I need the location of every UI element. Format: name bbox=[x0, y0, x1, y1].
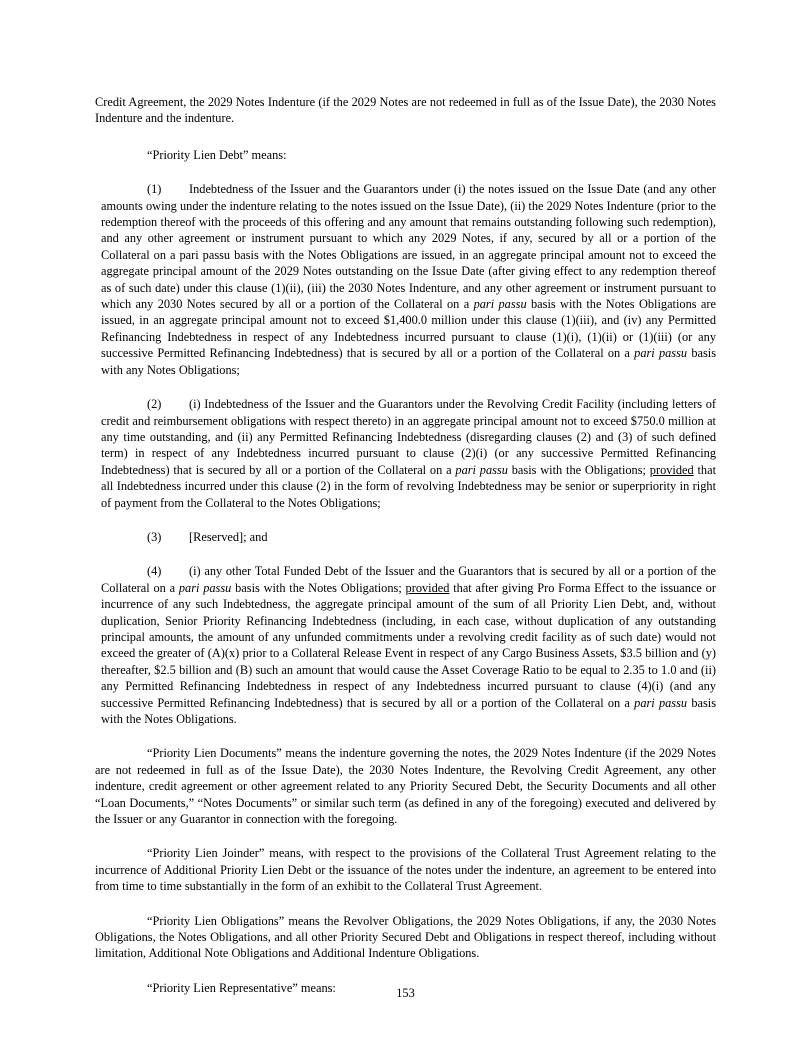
clause-text: basis with the Notes Obligations are issued, in an aggregate principal amount not to exceed $1,400.0 million under this clause (1)(iii), and (iv) any Permitted Refinancing Indebtedness in respect of any Indebtedness incurred pursuant to clause (1)(i), (1)(ii) or (1)(iii) (or any successive Permitted Refinancing Indebtedness) that is secured by all or a portion of the Collateral on a bbox=[101, 297, 716, 361]
clause-text: [Reserved]; and bbox=[189, 529, 268, 544]
paragraph-text: Credit Agreement, the 2029 Notes Indenture (if the 2029 Notes are not redeemed in full as of the Issue Date), the 2030 Notes Indenture and the indenture. bbox=[95, 95, 716, 126]
underlined-term: provided bbox=[649, 462, 694, 477]
clause-number: (4) bbox=[147, 564, 162, 579]
clause-number: (3) bbox=[147, 529, 162, 544]
priority-lien-documents-definition bbox=[95, 745, 716, 827]
definition-heading: “Priority Lien Debt” means: bbox=[147, 147, 287, 162]
paragraph-text: “Priority Lien Documents” means the indenture governing the notes, the 2029 Notes Indenture (if the 2029 Notes are not redeemed in full as of the Issue Date), the 2030 Notes Indenture, the Revolving Credit Agreement, any other indenture, credit agreement or other agreement related to any Priority Secured Debt, the Security Documents and all other “Loan Documents,” “Notes Documents” or similar such term (as defined in any of the foregoing) executed and delivered by the Issuer or any Guarantor in connection with the foregoing. bbox=[95, 746, 716, 827]
clause-text: that after giving Pro Forma Effect to the issuance or incurrence of any such Indebtedness, the aggregate principal amount of the sum of all Priority Lien Debt, and, without duplication, Senior Priority Refinancing Indebtedness (including, in each case, without duplication of any outstanding principal amounts, the amount of any unfunded commitments under a revolving credit facility as of such date) would not exceed the greater of (A)(x) prior to a Collateral Release Event in respect of any Cargo Business Assets, $3.5 billion and (y) thereafter, $2.5 billion and (B) such an amount that would cause the Asset Coverage Ratio to be equal to 2.35 to 1.0 and (ii) any Permitted Refinancing Indebtedness in respect of any Indebtedness incurred pursuant to clause (4)(i) (and any successive Permitted Refinancing Indebtedness) that is secured by all or a portion of the Collateral on a bbox=[101, 580, 716, 710]
continued-paragraph bbox=[95, 94, 716, 127]
underlined-term: provided bbox=[405, 580, 450, 595]
clause-text: (i) Indebtedness of the Issuer and the Guarantors under the Revolving Credit Facility (including letters of credit and reimbursement obligations with respect thereto) in an aggregate principal amount not to exceed $750.0 million at any time outstanding, and (ii) any Permitted Refinancing Indebtedness (disregarding clauses (2) and (3) of such defined term) in respect of any Indebtedness incurred pursuant to clause (2)(i) (or any successive Permitted Refinancing Indebtedness) that is secured by all or a portion of the Collateral on a bbox=[101, 397, 716, 477]
clause-text: basis with the Notes Obligations. bbox=[101, 695, 716, 726]
clause-2 bbox=[95, 396, 716, 511]
priority-lien-obligations-definition bbox=[95, 913, 716, 962]
clause-1 bbox=[95, 181, 716, 378]
clause-text: basis with the Notes Obligations; bbox=[235, 580, 402, 595]
paragraph-text: “Priority Lien Obligations” means the Revolver Obligations, the 2029 Notes Obligations, if any, the 2030 Notes Obligations, the Notes Obligations, and all other Priority Secured Debt and Obligations in respect thereof, including without limitation, Additional Note Obligations and Additional Indenture Obligations. bbox=[95, 913, 716, 961]
clause-text: Indebtedness of the Issuer and the Guarantors under (i) the notes issued on the Issue Date (and any other amounts owing under the indenture relating to the notes issued on the Issue Date), (ii) the 2029 Notes Indenture (prior to the redemption thereof with the proceeds of this offering and any amount that remains outstanding following such redemption), and any other agreement or instrument pursuant to which any 2029 Notes, if any, secured by all or a portion of the Collateral on a pari passu basis with the Notes Obligations are issued, in an aggregate principal amount not to exceed the aggregate principal amount of the 2029 Notes outstanding on the Issue Date (after giving effect to any redemption thereof as of such date) under this clause (1)(ii), (iii) the 2030 Notes Indenture, and any other agreement or instrument pursuant to which any 2030 Notes secured by all or a portion of the Collateral on a bbox=[101, 182, 716, 312]
italic-term: pari passu bbox=[455, 462, 508, 477]
clause-number: (2) bbox=[147, 397, 162, 412]
italic-term: pari passu bbox=[473, 297, 527, 312]
definition-heading: “Priority Lien Representative” means: bbox=[147, 980, 336, 995]
paragraph-text: “Priority Lien Joinder” means, with respect to the provisions of the Collateral Trust Agreement relating to the incurrence of Additional Priority Lien Debt or the issuance of the notes under the indenture, an agreement to be entered into from time to time substantially in the form of an exhibit to the Collateral Trust Agreement. bbox=[95, 846, 716, 894]
clause-3 bbox=[95, 529, 716, 545]
clause-number: (1) bbox=[147, 182, 162, 197]
clause-4 bbox=[95, 563, 716, 727]
italic-term: pari passu bbox=[178, 580, 232, 595]
page-number: 153 bbox=[396, 986, 415, 1000]
italic-term: pari passu bbox=[634, 695, 688, 710]
clause-text: (i) any other Total Funded Debt of the Issuer and the Guarantors that is secured by all or a portion of the Collateral on a bbox=[101, 564, 716, 595]
priority-lien-debt-heading bbox=[95, 147, 716, 163]
clause-text: that all Indebtedness incurred under this clause (2) in the form of revolving Indebtedness may be senior or superpriority in right of payment from the Collateral to the Notes Obligations; bbox=[101, 462, 717, 510]
clause-text: basis with the Obligations; bbox=[511, 462, 646, 477]
clause-text: basis with any Notes Obligations; bbox=[101, 346, 716, 377]
priority-lien-joinder-definition bbox=[95, 845, 716, 894]
italic-term: pari passu bbox=[634, 346, 688, 361]
page-body bbox=[95, 94, 716, 996]
